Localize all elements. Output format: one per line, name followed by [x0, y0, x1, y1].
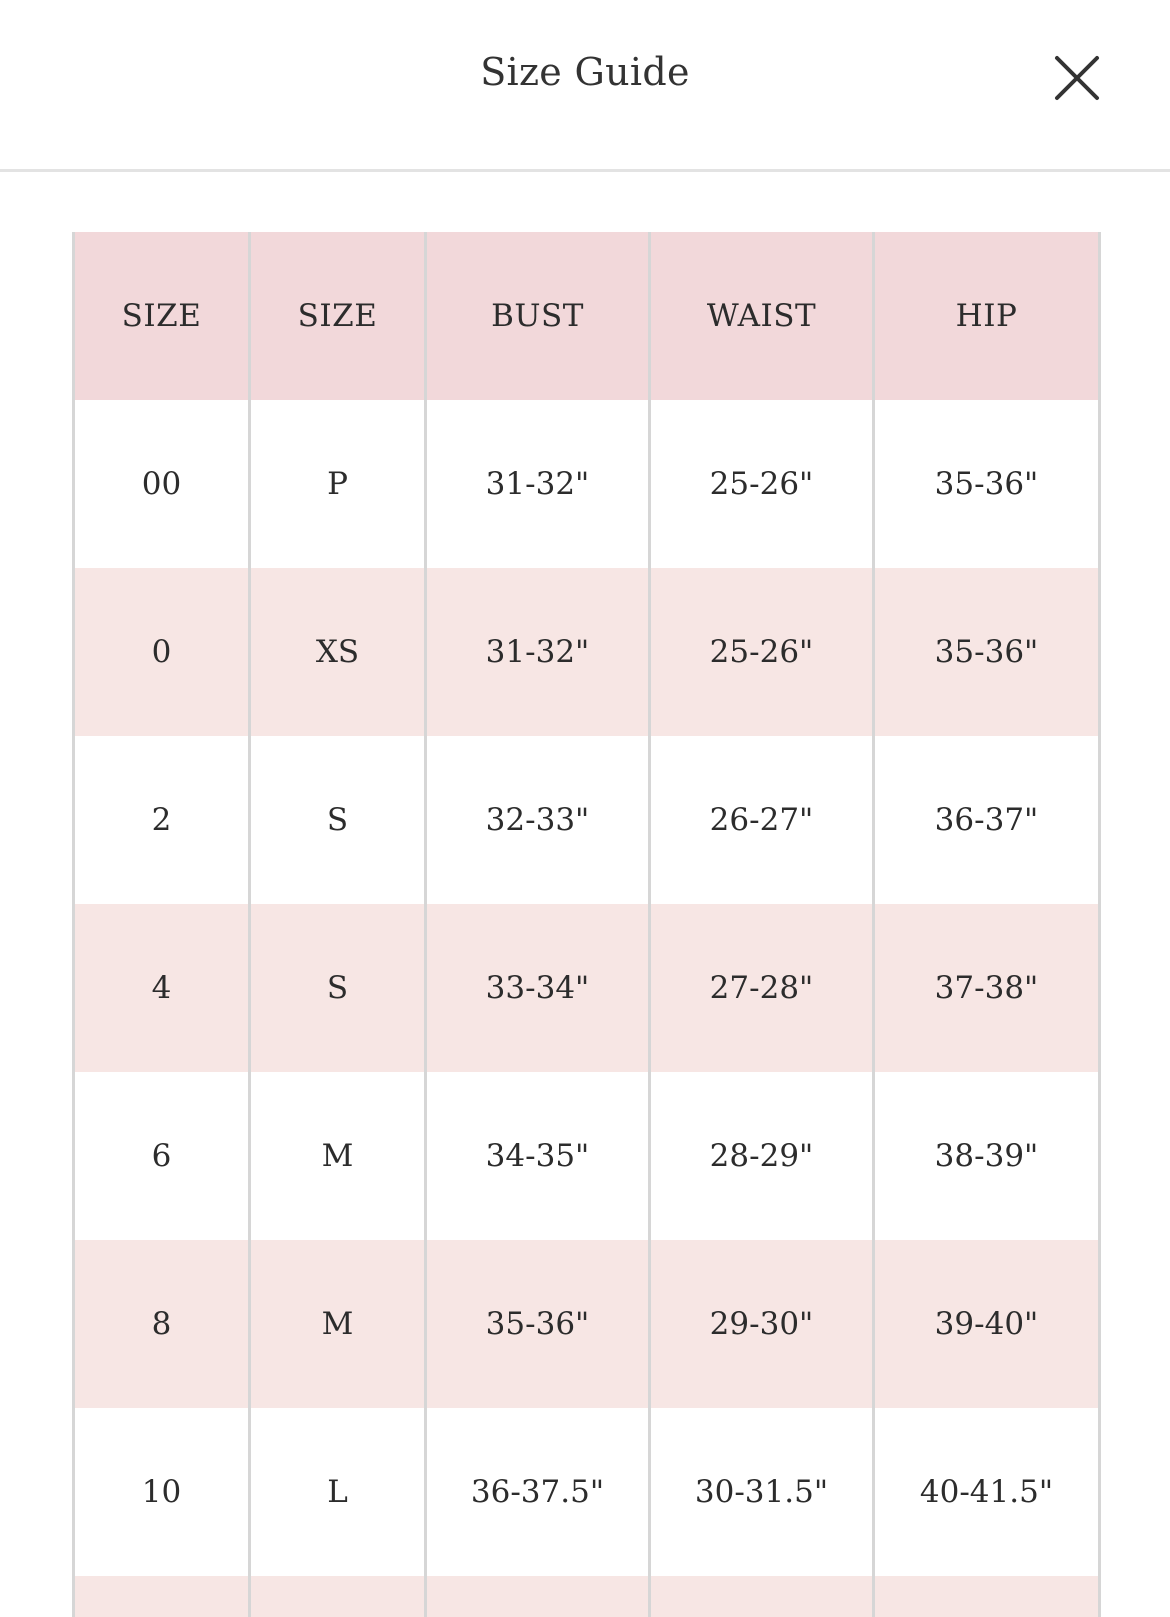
- cell-bust: 34-35": [426, 1072, 650, 1240]
- size-table-container: [72, 232, 1098, 1617]
- cell-waist: 29-30": [650, 1240, 874, 1408]
- cell-size-number: 8: [74, 1240, 250, 1408]
- column-header-waist: WAIST: [650, 232, 874, 400]
- cell-size-letter: M: [250, 1240, 426, 1408]
- cell-waist: 27-28": [650, 904, 874, 1072]
- cell-size-number: [74, 1576, 250, 1617]
- cell-size-letter: L: [250, 1408, 426, 1576]
- table-row: [74, 1240, 1100, 1408]
- cell-size-number: 10: [74, 1408, 250, 1576]
- cell-waist: 26-27": [650, 736, 874, 904]
- cell-waist: 25-26": [650, 400, 874, 568]
- cell-hip: 40-41.5": [874, 1408, 1100, 1576]
- size-table: [72, 232, 1101, 1617]
- table-row: [74, 568, 1100, 736]
- cell-bust: 31-32": [426, 568, 650, 736]
- column-header-hip: HIP: [874, 232, 1100, 400]
- cell-size-number: 6: [74, 1072, 250, 1240]
- cell-size-letter: M: [250, 1072, 426, 1240]
- cell-size-letter: XS: [250, 568, 426, 736]
- cell-waist: 28-29": [650, 1072, 874, 1240]
- column-header-size-number: SIZE: [74, 232, 250, 400]
- cell-size-number: 0: [74, 568, 250, 736]
- modal-header: [0, 0, 1170, 172]
- cell-size-letter: [250, 1576, 426, 1617]
- cell-bust: 36-37.5": [426, 1408, 650, 1576]
- table-row: [74, 1072, 1100, 1240]
- cell-hip: 38-39": [874, 1072, 1100, 1240]
- page-title: Size Guide: [480, 50, 690, 94]
- cell-hip: 35-36": [874, 568, 1100, 736]
- cell-bust: 31-32": [426, 400, 650, 568]
- cell-size-letter: S: [250, 904, 426, 1072]
- cell-bust: 33-34": [426, 904, 650, 1072]
- cell-bust: 35-36": [426, 1240, 650, 1408]
- column-header-size-letter: SIZE: [250, 232, 426, 400]
- table-row: [74, 736, 1100, 904]
- table-row: [74, 1408, 1100, 1576]
- cell-hip: 36-37": [874, 736, 1100, 904]
- table-header-row: [74, 232, 1100, 400]
- cell-waist: 25-26": [650, 568, 874, 736]
- cell-waist: 30-31.5": [650, 1408, 874, 1576]
- cell-size-number: 4: [74, 904, 250, 1072]
- table-row: [74, 1576, 1100, 1617]
- table-row: [74, 904, 1100, 1072]
- cell-waist: [650, 1576, 874, 1617]
- cell-size-number: 2: [74, 736, 250, 904]
- cell-hip: 35-36": [874, 400, 1100, 568]
- cell-size-number: 00: [74, 400, 250, 568]
- close-button[interactable]: [1051, 52, 1103, 104]
- cell-hip: 39-40": [874, 1240, 1100, 1408]
- cell-bust: 32-33": [426, 736, 650, 904]
- close-icon: [1051, 52, 1103, 104]
- cell-bust: [426, 1576, 650, 1617]
- column-header-bust: BUST: [426, 232, 650, 400]
- cell-size-letter: P: [250, 400, 426, 568]
- cell-hip: 37-38": [874, 904, 1100, 1072]
- cell-hip: [874, 1576, 1100, 1617]
- cell-size-letter: S: [250, 736, 426, 904]
- table-row: [74, 400, 1100, 568]
